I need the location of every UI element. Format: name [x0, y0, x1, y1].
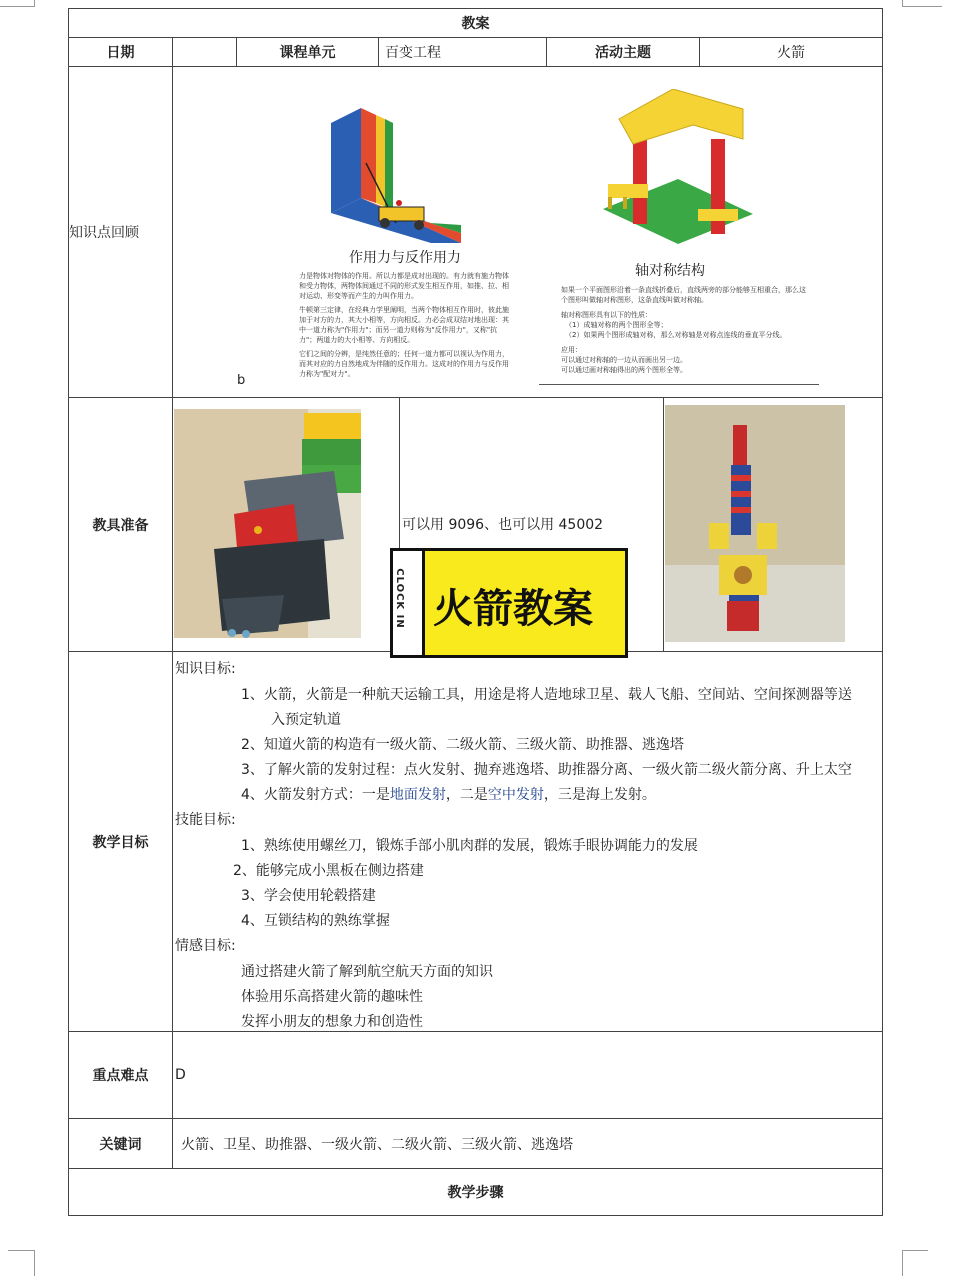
unit-value: 百变工程 [379, 38, 547, 66]
card1-p3: 它们之间的分辨，是纯然任意的；任何一道力都可以视认为作用力，而其对应的力自然地成为伴随的反作用力。这成对的作用力与反作用力称为"配对力"。 [299, 350, 509, 378]
tools-note: 可以用 9096、也可以用 45002 [402, 517, 604, 533]
header-row [69, 38, 882, 67]
lesson-plan-table [68, 8, 883, 1216]
skill-4: 4、互锁结构的熟练掌握 [241, 913, 390, 929]
card1-p1: 力是物体对物体的作用。所以力都是成对出现的。有力就有施力物体和受力物体，两物体间通过不同的形式发生相互作用，如推、拉、相对运动、形变等而产生的力叫作用力。 [299, 272, 509, 300]
lego-build-photo-1 [174, 409, 361, 638]
keywords-label: 关键词 [69, 1119, 173, 1168]
goals-content [173, 652, 882, 1031]
emotion-title: 情感目标: [175, 938, 236, 954]
knowledge-title: 知识目标: [175, 661, 236, 677]
tools-photo-cell-2 [664, 398, 882, 651]
card2-underline [539, 384, 819, 385]
knowledge-4-post: ，三是海上发射。 [543, 787, 656, 803]
tools-row [69, 398, 882, 652]
title-row [69, 9, 882, 38]
review-content [173, 67, 882, 397]
knowledge-1b: 入预定轨道 [271, 712, 341, 728]
card1-p2: 牛顿第三定律，在经典力学里阐明，当两个物体相互作用时，彼此施加于对方的力，其大小相等，方向相反。力必会成双结对地出现：其中一道力称为"作用力"；而另一道力则称为"反作用力"，又称"抗力"；两道力的大小相等、方向相反。 [299, 306, 509, 344]
card2-p4: （2）如果两个图形成轴对称，那么对称轴是对称点连线的垂直平分线。 [565, 331, 787, 339]
card1-mark: b [237, 373, 246, 388]
card2-p7: 可以通过画对称轴得出的两个图形全等。 [561, 366, 687, 374]
card2-p2: 轴对称图形具有以下的性质： [561, 311, 652, 319]
theme-value: 火箭 [777, 45, 805, 61]
knowledge-4-h1: 地面发射 [389, 787, 446, 803]
knowledge-2: 2、知道火箭的构造有一级火箭、二级火箭、三级火箭、助推器、逃逸塔 [241, 737, 684, 753]
tools-photo-cell-1 [173, 398, 400, 651]
knowledge-4-mid: ，二是 [445, 787, 488, 803]
keywords-row [69, 1119, 882, 1169]
skill-title: 技能目标: [175, 812, 236, 828]
sticker-side-strip [393, 551, 425, 655]
keywords-value: 火箭、卫星、助推器、一级火箭、二级火箭、三级火箭、逃逸塔 [181, 1136, 573, 1153]
skill-3: 3、学会使用轮毂搭建 [241, 888, 376, 904]
difficulty-label: 重点难点 [69, 1032, 173, 1118]
card2-p6: 可以通过对称轴的一边从而画出另一边。 [561, 356, 687, 364]
tools-label: 教具准备 [69, 398, 173, 651]
unit-label: 课程单元 [237, 38, 379, 66]
difficulty-value: D [175, 1067, 186, 1083]
review-label: 知识点回顾 [69, 67, 173, 397]
date-label: 日期 [69, 38, 173, 66]
knowledge-4-pre: 4、火箭发射方式：一是 [241, 787, 390, 803]
lego-arch-illustration [603, 89, 753, 249]
card1-title: 作用力与反作用力 [349, 250, 461, 266]
rocket-sticker [390, 548, 628, 658]
skill-2: 2、能够完成小黑板在侧边搭建 [233, 863, 424, 879]
knowledge-4 [241, 784, 656, 804]
emotion-2: 体验用乐高搭建火箭的趣味性 [241, 989, 423, 1005]
steps-label: 教学步骤 [447, 1185, 504, 1201]
emotion-3: 发挥小朋友的想象力和创造性 [241, 1014, 423, 1030]
card2-p1: 如果一个平面图形沿着一条直线折叠后，直线两旁的部分能够互相重合，那么这个图形叫做轴对称图形，这条直线叫做对称轴。 [561, 286, 806, 304]
card2-p5: 应用： [561, 346, 582, 354]
lego-rocket-photo-2 [665, 405, 845, 642]
review-row [69, 67, 882, 398]
lego-ramp-illustration [321, 103, 471, 243]
card2-p3: （1）成轴对称的两个图形全等； [565, 321, 668, 329]
sticker-side-text: CLOCK IN [393, 568, 405, 629]
knowledge-3: 3、了解火箭的发射过程：点火发射、抛弃逃逸塔、助推器分离、一级火箭二级火箭分离、升上太空 [241, 762, 852, 778]
sticker-text: 火箭教案 [433, 586, 593, 632]
goals-label: 教学目标 [69, 652, 173, 1031]
knowledge-1a: 1、火箭，火箭是一种航天运输工具，用途是将人造地球卫星、载人飞船、空间站、空间探测器等送 [241, 687, 852, 703]
difficulty-row [69, 1032, 882, 1119]
tools-note-cell [393, 398, 664, 651]
theme-label: 活动主题 [547, 38, 700, 66]
emotion-1: 通过搭建火箭了解到航空航天方面的知识 [241, 964, 493, 980]
steps-row [69, 1169, 882, 1215]
doc-title: 教案 [461, 16, 490, 32]
goals-row [69, 652, 882, 1032]
skill-1: 1、熟练使用螺丝刀，锻炼手部小肌肉群的发展，锻炼手眼协调能力的发展 [241, 838, 698, 854]
knowledge-4-h2: 空中发射 [487, 787, 544, 803]
card2-title: 轴对称结构 [635, 263, 705, 279]
date-value [173, 38, 237, 66]
